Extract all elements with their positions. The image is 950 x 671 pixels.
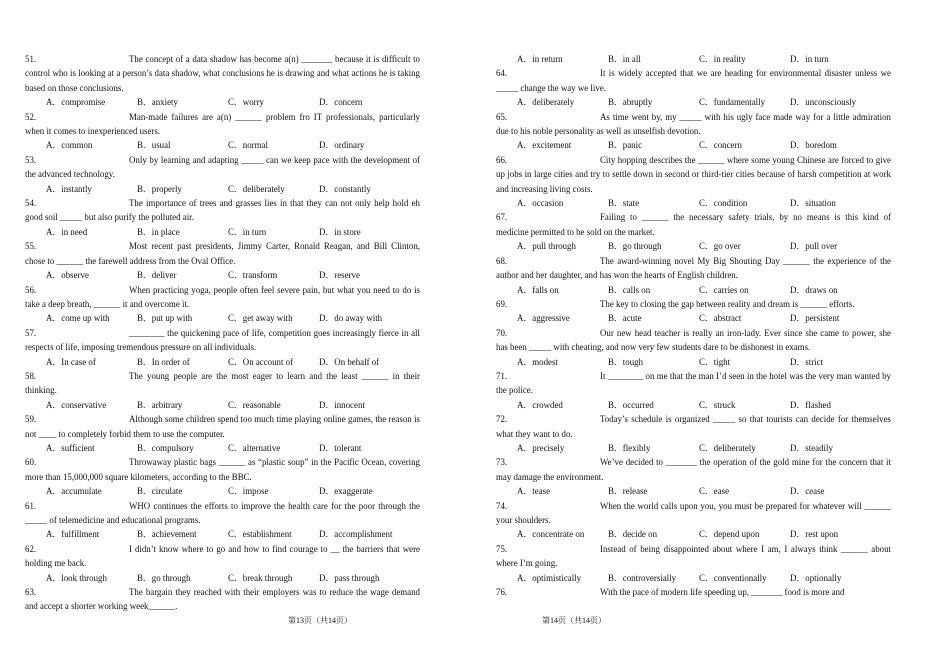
question-item xyxy=(496,455,891,498)
answer-option: D．innocent xyxy=(319,399,365,410)
question-number: 59. xyxy=(25,414,37,425)
carried-options xyxy=(496,52,891,66)
question-number: 53. xyxy=(25,154,37,165)
answer-option: D．reserve xyxy=(319,270,360,281)
answer-option: B．occurred xyxy=(608,399,654,410)
answer-option: D．draws on xyxy=(790,284,838,295)
answer-options xyxy=(25,571,420,585)
answer-options xyxy=(496,484,891,498)
answer-option: C．deliberately xyxy=(699,442,756,453)
answer-option: B．arbitrary xyxy=(137,399,183,410)
answer-option: A．common xyxy=(46,140,93,151)
question-item xyxy=(496,585,891,599)
answer-option: C．condition xyxy=(699,198,748,209)
answer-options xyxy=(25,95,420,109)
answer-options xyxy=(25,225,420,239)
answer-option: B．go through xyxy=(137,572,191,583)
option: C．in reality xyxy=(699,54,746,64)
answer-option: A．pull through xyxy=(517,241,576,252)
answer-option: D．persistent xyxy=(790,313,840,324)
answer-option: D．On behalf of xyxy=(319,356,380,367)
page-footer: 第14页（共14页） xyxy=(542,616,606,625)
page-footer: 第13页（共14页） xyxy=(288,616,352,625)
answer-options xyxy=(496,138,891,152)
answer-option: B．abruptly xyxy=(608,97,653,108)
question-item xyxy=(25,326,420,369)
answer-option: C．establishment xyxy=(228,529,292,540)
answer-option: A．aggressive xyxy=(517,313,570,324)
question-number: 64. xyxy=(496,68,508,79)
answer-option: A．crowded xyxy=(517,399,563,410)
question-text: Our new head teacher is really an iron-lady. Ever since she came to power, she has been _____ with cheating, and now very few students dare to be dishonest in exams. xyxy=(496,327,891,353)
answer-option: D．flashed xyxy=(790,399,831,410)
answer-option: C．carries on xyxy=(699,284,749,295)
answer-option: D．strict xyxy=(790,356,824,367)
question-item xyxy=(25,153,420,196)
question-text: Only by learning and adapting _____ can we keep pace with the development of the advanced technology. xyxy=(25,154,420,180)
question-number: 62. xyxy=(25,543,37,554)
answer-option: C．concern xyxy=(699,140,742,151)
answer-options xyxy=(496,398,891,412)
question-column-left xyxy=(25,52,420,614)
answer-option: B．release xyxy=(608,486,648,497)
question-stem xyxy=(496,254,891,283)
option: D．in turn xyxy=(790,54,829,64)
answer-option: A．precisely xyxy=(517,442,565,453)
question-stem xyxy=(496,412,891,441)
answer-options xyxy=(496,95,891,109)
answer-option: B．decide on xyxy=(608,529,658,540)
answer-option: B．achievement xyxy=(137,529,197,540)
answer-option: C．abstract xyxy=(699,313,742,324)
answer-option: C．normal xyxy=(228,140,268,151)
answer-option: C．tight xyxy=(699,356,731,367)
answer-option: B．In order of xyxy=(137,356,190,367)
question-text: WHO continues the efforts to improve the health care for the poor through the _____ of telemedicine and educational programs. xyxy=(25,500,420,525)
answer-option: C．impose xyxy=(228,486,269,497)
question-stem xyxy=(25,196,420,225)
question-item xyxy=(496,412,891,455)
question-stem xyxy=(496,210,891,239)
answer-option: B．circulate xyxy=(137,486,183,497)
answer-option: A．in need xyxy=(46,226,88,237)
answer-option: A．look through xyxy=(46,572,107,583)
question-text: With the pace of modern life speeding up, _______ food is more and xyxy=(600,587,845,598)
answer-option: B．compulsory xyxy=(137,442,194,453)
answer-options xyxy=(25,268,420,282)
question-item xyxy=(25,369,420,412)
question-number: 69. xyxy=(496,298,508,309)
answer-option: D．tolerant xyxy=(319,442,362,453)
answer-option: B．flexibly xyxy=(608,442,651,453)
answer-option: B．panic xyxy=(608,140,643,151)
answer-option: D．do away with xyxy=(319,313,383,324)
question-stem xyxy=(496,153,891,196)
question-item xyxy=(25,110,420,153)
answer-option: A．observe xyxy=(46,270,89,281)
answer-option: C．get away with xyxy=(228,313,293,324)
answer-option: B．go through xyxy=(608,241,662,252)
answer-options xyxy=(496,196,891,210)
question-text: Instead of being disappointed about where I am, I always think ______ about where I’m going. xyxy=(496,543,891,569)
question-item xyxy=(25,52,420,110)
question-text: Man-made failures are a(n) ______ problem fro IT professionals, particularly when it comes to inexperienced users. xyxy=(25,111,420,137)
answer-option: C．break through xyxy=(228,572,293,583)
question-stem xyxy=(496,542,891,571)
answer-option: D．unconsciously xyxy=(790,97,857,108)
question-item xyxy=(496,254,891,297)
answer-option: B．state xyxy=(608,198,640,209)
answer-option: B．in place xyxy=(137,226,180,237)
question-text: The key to closing the gap between reality and dream is ______ efforts. xyxy=(600,298,855,309)
answer-option: D．in store xyxy=(319,226,361,237)
question-stem xyxy=(25,52,420,95)
question-text: Throwaway plastic bags ______ as “plastic soup” in the Pacific Ocean, covering more than 15,000,000 square kilometers, according to the BBC. xyxy=(25,457,420,482)
answer-options xyxy=(496,283,891,297)
question-item xyxy=(25,283,420,326)
question-stem xyxy=(25,412,420,441)
answer-option: D．ordinary xyxy=(319,140,365,151)
answer-option: B．deliver xyxy=(137,270,177,281)
question-number: 66. xyxy=(496,154,508,165)
answer-option: A．modest xyxy=(517,356,558,367)
answer-options xyxy=(496,239,891,253)
question-column-right xyxy=(496,52,891,599)
answer-option: A．deliberately xyxy=(517,97,575,108)
answer-options xyxy=(496,355,891,369)
question-number: 54. xyxy=(25,198,37,209)
question-stem xyxy=(25,283,420,312)
question-item xyxy=(25,455,420,498)
page-14 xyxy=(475,0,950,671)
question-item xyxy=(496,499,891,542)
answer-option: A．tease xyxy=(517,486,551,497)
answer-option: A．In case of xyxy=(46,356,96,367)
question-stem xyxy=(25,455,420,484)
answer-option: C．deliberately xyxy=(228,183,285,194)
question-number: 52. xyxy=(25,111,37,122)
question-stem xyxy=(496,66,891,95)
question-number: 70. xyxy=(496,327,508,338)
answer-option: A．fulfillment xyxy=(46,529,100,540)
answer-option: D．exaggerate xyxy=(319,486,373,497)
answer-option: D．concern xyxy=(319,97,363,108)
question-number: 60. xyxy=(25,457,37,468)
answer-option: D．steadily xyxy=(790,442,833,453)
question-text: ________ the quickening pace of life, competition goes increasingly fierce in all respects of life, imposing tremendous pressure on all individuals. xyxy=(25,327,420,353)
answer-option: B．acute xyxy=(608,313,642,324)
question-text: The award-winning novel My Big Shouting Day ______ the experience of the author and her daughter, and has won the hearts of English children. xyxy=(496,255,891,281)
answer-options xyxy=(25,441,420,455)
question-number: 76. xyxy=(496,587,508,598)
answer-option: B．properly xyxy=(137,183,182,194)
answer-options xyxy=(496,441,891,455)
question-item xyxy=(496,542,891,585)
question-number: 68. xyxy=(496,255,508,266)
answer-option: B．put up with xyxy=(137,313,193,324)
answer-options xyxy=(25,398,420,412)
question-item xyxy=(25,412,420,455)
question-stem xyxy=(496,499,891,528)
answer-options xyxy=(25,138,420,152)
answer-option: A．compromise xyxy=(46,97,106,108)
question-item xyxy=(25,585,420,614)
question-number: 67. xyxy=(496,212,508,223)
question-text: As time went by, my _____ with his ugly face made way for a little admiration due to his noble personality as well as unselfish devotion. xyxy=(496,111,891,137)
question-item xyxy=(496,110,891,153)
question-number: 56. xyxy=(25,284,37,295)
question-stem xyxy=(25,326,420,355)
question-stem xyxy=(496,585,891,599)
answer-option: D．constantly xyxy=(319,183,371,194)
answer-option: C．go over xyxy=(699,241,741,252)
question-number: 55. xyxy=(25,241,37,252)
answer-option: A．accumulate xyxy=(46,486,102,497)
question-number: 71. xyxy=(496,370,508,381)
question-text: Although some children spend too much time playing online games, the reason is not ____ to completely forbid them to use the computer. xyxy=(25,414,420,439)
answer-options xyxy=(25,182,420,196)
question-number: 74. xyxy=(496,500,508,511)
question-text: Most recent past presidents, Jimmy Carter, Ronald Reagan, and Bill Clinton, chose to ______ the farewell address from the Oval Office. xyxy=(25,241,420,266)
question-text: The bargain they reached with their employers was to reduce the wage demand and accept a shorter working week______. xyxy=(25,587,420,612)
question-text: The young people are the most eager to learn and the least ______ in their thinking. xyxy=(25,370,420,396)
answer-option: C．ease xyxy=(699,486,730,497)
question-item xyxy=(496,153,891,211)
answer-option: A．sufficient xyxy=(46,442,95,453)
question-stem xyxy=(496,297,891,311)
answer-option: D．pass through xyxy=(319,572,380,583)
question-number: 72. xyxy=(496,414,508,425)
question-item xyxy=(25,542,420,585)
answer-option: D．situation xyxy=(790,198,836,209)
answer-option: D．accomplishment xyxy=(319,529,393,540)
question-number: 65. xyxy=(496,111,508,122)
answer-options xyxy=(25,311,420,325)
question-text: The concept of a data shadow has become a(n) _______ because it is difficult to control who is looking at a person’s data shadow, what conclusions he is drawing and what actions he is taking based on those conclusions. xyxy=(25,54,420,93)
answer-option: D．rest upon xyxy=(790,529,839,540)
question-text: We’ve decided to _______ the operation of the gold mine for the concern that it may damage the environment. xyxy=(496,457,891,482)
question-stem xyxy=(496,326,891,355)
question-text: It is widely accepted that we are heading for environmental disaster unless we _____ change the way we live. xyxy=(496,68,891,93)
question-text: Today’s schedule is organized _____ so that tourists can decide for themselves what they want to do. xyxy=(496,414,891,439)
question-text: It ________ on me that the man I’d seen in the hotel was the very man wanted by the police. xyxy=(496,370,891,396)
answer-option: D．pull over xyxy=(790,241,838,252)
question-item xyxy=(496,210,891,253)
answer-options xyxy=(25,527,420,541)
answer-option: A．come up with xyxy=(46,313,110,324)
answer-option: C．fundamentally xyxy=(699,97,766,108)
question-text: Failing to ______ the necessary safety trials, by no means is this kind of medicine permitted to be sold on the market. xyxy=(496,212,891,237)
answer-option: A．conservative xyxy=(46,399,107,410)
question-number: 57. xyxy=(25,327,37,338)
question-number: 58. xyxy=(25,370,37,381)
question-stem xyxy=(496,110,891,139)
answer-option: B．usual xyxy=(137,140,171,151)
option: A．in return xyxy=(517,54,563,64)
option: B．in all xyxy=(608,54,641,64)
answer-option: C．conventionally xyxy=(699,572,767,583)
answer-option: A．optimistically xyxy=(517,572,582,583)
question-stem xyxy=(25,585,420,614)
question-item xyxy=(496,66,891,109)
question-item xyxy=(496,326,891,369)
answer-option: C．reasonable xyxy=(228,399,281,410)
question-stem xyxy=(25,369,420,398)
answer-options xyxy=(496,527,891,541)
question-stem xyxy=(25,542,420,571)
question-number: 73. xyxy=(496,457,508,468)
answer-option: A．occasion xyxy=(517,198,564,209)
question-stem xyxy=(496,455,891,484)
question-number: 63. xyxy=(25,587,37,598)
question-number: 61. xyxy=(25,500,37,511)
question-item xyxy=(25,239,420,282)
answer-option: C．worry xyxy=(228,97,264,108)
answer-options xyxy=(25,484,420,498)
answer-option: A．falls on xyxy=(517,284,559,295)
question-text: When the world calls upon you, you must be prepared for whatever will ______ your shoulders. xyxy=(496,500,891,525)
answer-option: B．controversially xyxy=(608,572,677,583)
answer-option: B．tough xyxy=(608,356,644,367)
question-item xyxy=(496,297,891,326)
answer-option: D．optionally xyxy=(790,572,842,583)
answer-options xyxy=(496,571,891,585)
question-stem xyxy=(25,153,420,182)
answer-option: C．alternative xyxy=(228,442,281,453)
answer-option: C．On account of xyxy=(228,356,294,367)
answer-option: C．depend upon xyxy=(699,529,760,540)
answer-option: C．struck xyxy=(699,399,736,410)
answer-option: C．transform xyxy=(228,270,278,281)
answer-option: A．instantly xyxy=(46,183,92,194)
question-number: 75. xyxy=(496,543,508,554)
question-number: 51. xyxy=(25,54,37,64)
answer-option: D．cease xyxy=(790,486,825,497)
question-text: City hopping describes the ______ where some young Chinese are forced to give up jobs in large cities and try to settle down in second or third-tier cities because of harsh competition at work and increasing living costs. xyxy=(496,154,891,194)
question-item xyxy=(25,196,420,239)
question-item xyxy=(496,369,891,412)
answer-options xyxy=(25,355,420,369)
answer-options xyxy=(496,311,891,325)
question-stem xyxy=(496,369,891,398)
question-item xyxy=(25,499,420,542)
question-stem xyxy=(25,239,420,268)
answer-option: C．in turn xyxy=(228,226,267,237)
answer-option: D．boredom xyxy=(790,140,837,151)
answer-option: A．concentrate on xyxy=(517,529,585,540)
answer-option: B．anxiety xyxy=(137,97,178,108)
question-text: I didn’t know where to go and how to find courage to __ the barriers that were holding me back. xyxy=(25,543,420,569)
question-stem xyxy=(25,499,420,528)
question-stem xyxy=(25,110,420,139)
question-text: The importance of trees and grasses lies in that they can not only help hold eh good soil _____ but also purify the polluted air. xyxy=(25,198,420,223)
answer-option: B．calls on xyxy=(608,284,651,295)
answer-option: A．excitement xyxy=(517,140,572,151)
question-text: When practicing yoga, people often feel severe pain, but what you need to do is take a deep breath, ______ it and overcome it. xyxy=(25,284,420,309)
